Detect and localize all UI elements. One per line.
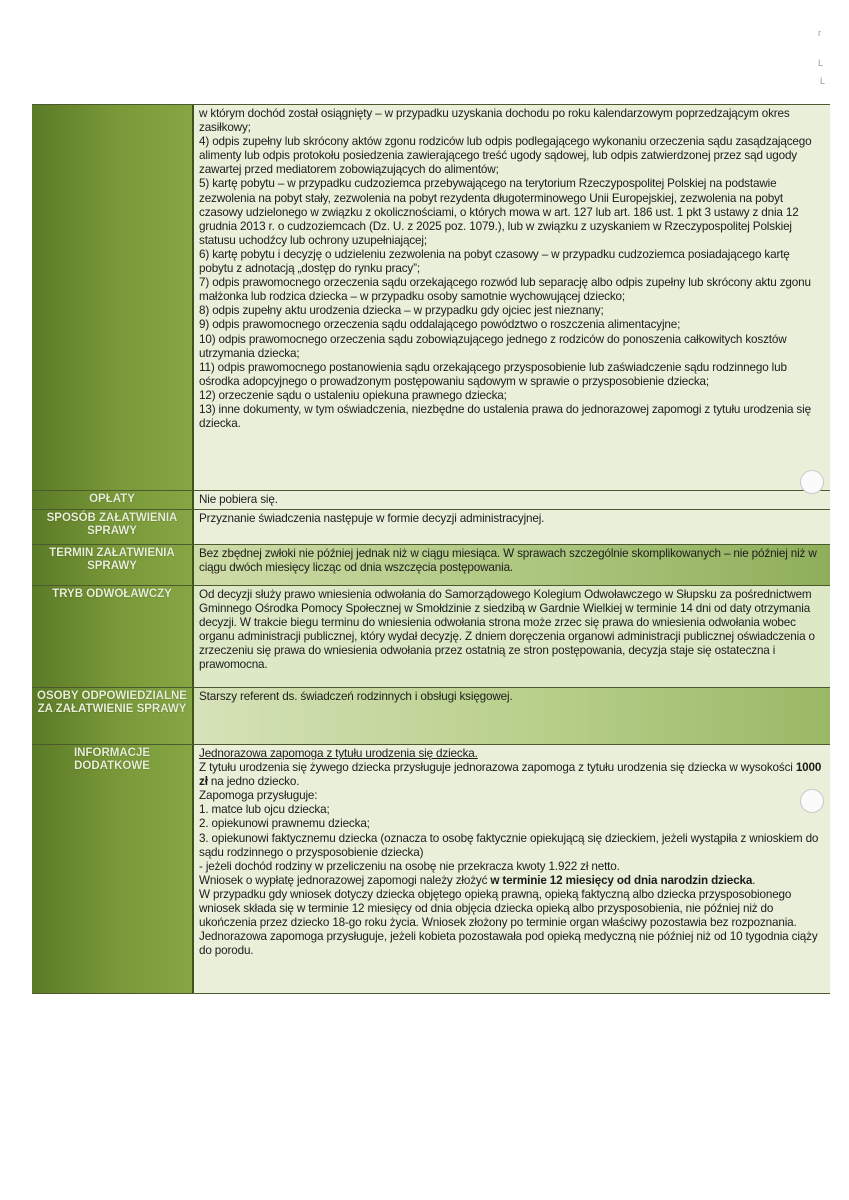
binder-hole-icon [800, 789, 824, 813]
list-item: 1. matce lub ojcu dziecka; [199, 803, 330, 817]
row-label: INFORMACJE DODATKOWE [32, 745, 194, 993]
list-item: 8) odpis zupełny aktu urodzenia dziecka – w przypadku gdy ojciec jest nieznany; [199, 304, 604, 318]
section-heading: Jednorazowa zapomoga z tytułu urodzenia się dziecka. [199, 747, 478, 760]
list-item: w którym dochód został osiągnięty – w przypadku uzyskania dochodu po roku kalendarzowym poprzedzającym okres zasiłkowy; [199, 107, 790, 135]
list-item: 7) odpis prawomocnego orzeczenia sądu orzekającego rozwód lub separację albo odpis zupełny lub skrócony aktu zgonu małżonka lub rodzica dziecka – w przypadku osoby samotnie wychowującej dziecko; [199, 276, 811, 304]
appeal-text: Od decyzji służy prawo wniesienia odwołania do Samorządowego Kolegium Odwoławczego w Słupsku za pośrednictwem Gminnego Ośrodka Pomocy Społecznej w Smołdzinie z siedzibą w Gardnie Wielkiej w terminie 14 dni od daty otrzymania decyzji. W trakcie biegu terminu do wniesienia odwołania strona może zrzec się prawa do wniesienia odwołania wobec organu administracji publicznej, który wydał decyzję. Z dniem doręczenia organowi administracji publicznej oświadczenia o zrzeczeniu się prawa do wniesienia odwołania przez ostatnią ze stron postępowania, decyzja staje się ostateczna i prawomocna. [194, 586, 830, 687]
list-item: 4) odpis zupełny lub skrócony aktów zgonu rodziców lub odpis podlegającego wykonaniu orzeczenia sądu zasądzającego alimenty lub odpis protokołu posiedzenia zawierającego treść ugody sądowej, lub odpis zatwierdzonej przez sąd ugody zawartej przed mediatorem zobowiązujących do alimentów; [199, 135, 812, 177]
amount-value: 1000 zł [199, 761, 822, 789]
deadline-emphasis: w terminie 12 miesięcy od dnia narodzin dziecka [490, 873, 753, 887]
list-item: 11) odpis prawomocnego postanowienia sądu orzekającego przysposobienie lub zaświadczenie sądu rodzinnego lub ośrodka adopcyjnego o prowadzonym postępowaniu sądowym w sprawie o przysposobienie dziecka; [199, 360, 787, 388]
documents-list [194, 105, 830, 490]
medical-care-paragraph: Jednorazowa zapomoga przysługuje, jeżeli kobieta pozostawała pod opieką medyczną nie później niż od 10 tygodnia ciąży do porodu. [199, 930, 818, 958]
row-label [32, 105, 194, 490]
scan-mark: r [818, 28, 821, 38]
additional-info [194, 745, 830, 993]
list-item: 13) inne dokumenty, w tym oświadczenia, niezbędne do ustalenia prawa do jednorazowej zapomogi z tytułu urodzenia się dziecka. [199, 402, 811, 431]
list-item: 9) odpis prawomocnego orzeczenia sądu oddalającego powództwo o roszczenia alimentacyjne; [199, 318, 681, 332]
list-item: 12) orzeczenie sądu o ustaleniu opiekuna prawnego dziecka; [199, 388, 507, 402]
list-item: Zapomoga przysługuje: [199, 789, 318, 803]
list-item: 10) odpis prawomocnego orzeczenia sądu zobowiązującego jednego z rodziców do ponoszenia całkowitych kosztów utrzymania dziecka; [199, 332, 787, 360]
table-row-fees [32, 491, 830, 510]
deadline-text: Bez zbędnej zwłoki nie później jednak niż w ciągu miesiąca. W sprawach szczególnie skomplikowanych – nie później niż w ciągu dwóch miesięcy licząc od dnia wszczęcia postępowania. [194, 545, 830, 585]
scan-mark: L [820, 76, 826, 86]
binder-hole-icon [800, 470, 824, 494]
method-text: Przyznanie świadczenia następuje w formie decyzji administracyjnej. [194, 510, 830, 544]
list-item: - jeżeli dochód rodziny w przeliczeniu na osobę nie przekracza kwoty 1.922 zł netto. [199, 859, 620, 873]
table-row-documents [32, 104, 830, 491]
table-row-appeal [32, 586, 830, 688]
scan-mark: L [818, 58, 824, 68]
table-row-additional-info [32, 745, 830, 994]
list-item: 3. opiekunowi faktycznemu dziecka (oznacza to osobę faktycznie opiekującą się dzieckiem, jeżeli wystąpiła z wnioskiem do sądu rodzinnego o przysposobienie dziecka) [199, 831, 819, 859]
row-label: TRYB ODWOŁAWCZY [32, 586, 194, 687]
list-item: 6) kartę pobytu i decyzję o udzieleniu zezwolenia na pobyt czasowy – w przypadku cudzoziemca posiadającego kartę pobytu z adnotacją „dostęp do rynku pracy”; [199, 247, 790, 276]
procedure-table [32, 104, 830, 994]
list-item: 2. opiekunowi prawnemu dziecka; [199, 817, 370, 831]
deadline-paragraph: Wniosek o wypłatę jednorazowej zapomogi należy złożyć w terminie 12 miesięcy od dnia narodzin dziecka. [199, 873, 756, 887]
table-row-deadline [32, 545, 830, 586]
row-label: TERMIN ZAŁATWIENIA SPRAWY [32, 545, 194, 585]
list-item: 5) kartę pobytu – w przypadku cudzoziemca przebywającego na terytorium Rzeczypospolitej Polskiej na podstawie zezwolenia na pobyt stały, zezwolenia na pobyt rezydenta długoterminowego Unii Europejskiej, zezwolenia na pobyt czasowy udzielonego w związku z okolicznościami, o których mowa w art. 127 lub art. 186 ust. 1 pkt 3 ustawy z dnia 12 grudnia 2013 r. o cudzoziemcach (Dz. U. z 2025 poz. 1079.), lub w związku z uzyskaniem w Rzeczypospolitej Polskiej statusu uchodźcy lub ochrony uzupełniającej; [199, 177, 799, 247]
row-label: OPŁATY [32, 491, 194, 509]
guardianship-paragraph: W przypadku gdy wniosek dotyczy dziecka objętego opieką prawną, opieką faktyczną albo dziecka przysposobionego wniosek składa się w terminie 12 miesięcy od dnia objęcia dziecka opieką albo przysposobienia, nie później niż do ukończenia przez dziecko 18-go roku życia. Wniosek złożony po terminie organ właściwy pozostawia bez rozpoznania. [199, 887, 797, 930]
row-label: SPOSÓB ZAŁATWIENIA SPRAWY [32, 510, 194, 544]
responsible-text: Starszy referent ds. świadczeń rodzinnych i obsługi księgowej. [194, 688, 830, 744]
amount-paragraph: Z tytułu urodzenia się żywego dziecka przysługuje jednorazowa zapomoga z tytułu urodzenia się dziecka w wysokości 1000 zł na jedno dziecko. [199, 761, 822, 789]
fees-text: Nie pobiera się. [194, 491, 830, 509]
row-label: OSOBY ODPOWIEDZIALNE ZA ZAŁATWIENIE SPRAWY [32, 688, 194, 744]
table-row-responsible [32, 688, 830, 745]
table-row-method [32, 510, 830, 545]
